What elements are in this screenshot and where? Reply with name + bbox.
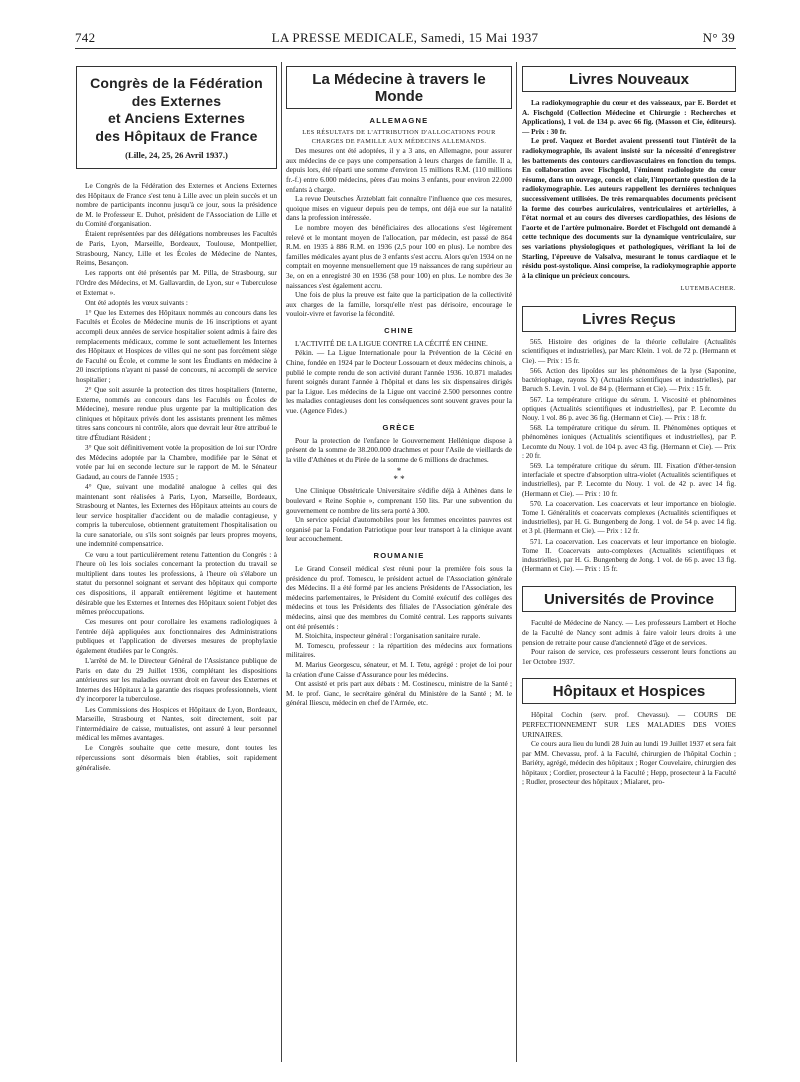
hopitaux-body	[522, 710, 736, 787]
congress-paragraph: Ont été adoptés les vœux suivants :	[85, 297, 188, 307]
livres-nouveaux-title-box	[522, 66, 736, 92]
congress-paragraph: Ce vœu a tout particulièrement retenu l'attention du Congrès : à l'heure où les lois sociales concernant la protection du travail se multiplient dans toutes les professions, à l'heure où s'élabore un statut du personnel soignant et servant des hôpitaux qui comporte ces dispositions, il apparaît entièrement légitime et hautement désirable que les Externes et Internes des Hôpitaux soient l'objet des mêmes préoccupations.	[76, 549, 277, 617]
congress-title-line-1: Congrès de la Fédération	[90, 75, 263, 91]
article-paragraph: M. Stoichita, inspecteur général : l'organisation sanitaire rurale.	[295, 631, 481, 641]
article-paragraph: La revue Deutsches Ärzteblatt fait connaître l'influence que ces mesures, quoique mises en vigueur depuis peu de temps, ont déjà eue sur la natalité dans la profession intéressée.	[286, 194, 512, 223]
header-rule	[75, 48, 736, 49]
hopitaux-title: Hôpitaux et Hospices	[552, 683, 706, 701]
congress-paragraph: Les rapports ont été présentés par M. Pilla, de Strasbourg, sur l'Ordre des Médecins, et M. Gallavardin, de Lyon, sur « Tuberculose et Externat ».	[76, 268, 277, 297]
article-paragraph: LES RÉSULTATS DE L'ATTRIBUTION D'ALLOCATIONS POUR CHARGES DE FAMILLE AUX MÉDECINS ALLEMANDS.	[302, 129, 496, 145]
congress-paragraph: 1° Que les Externes des Hôpitaux nommés au concours dans les Facultés et Écoles de Médecine munis de 16 inscriptions et ayant accompli deux années de service hospitalier soient admis à faire des remplacements médicaux, comme le sont actuellement les Internes des Hôpitaux et Hospices de villes qui ne sont pas forcément siège de Faculté ou École, et comme le sont les Étudiants en médecine à 20 inscriptions n'ayant ni passé de concours, ni accompli de service hospitalier ;	[76, 307, 277, 384]
congress-paragraph: Étaient représentées par des délégations nombreuses les Facultés de Paris, Lyon, Marseille, Bordeaux, Toulouse, Montpellier, Strasbourg, Nancy, Lille et les Écoles de Médecine de Nantes, Reims, Besançon.	[76, 229, 277, 268]
country-heading: ROUMANIE	[373, 550, 425, 560]
article-paragraph: Pékin. — La Ligue Internationale pour la Prévention de la Cécité en Chine, fondée en 1924 par le Docteur Lossouarn et deux médecins chinois, a publié le compte rendu de son activité durant l'année 1936. 10.871 malades furent soignés durant l'année à l'hôpital et dans les six dispensaires dirigés par la Ligue. Les médecins de la Ligue ont vacciné 2.500 personnes contre les maladies contagieuses dont les conséquences sont souvent graves pour la vue. (Agence Fides.)	[286, 348, 512, 416]
news-paragraph: Faculté de Médecine de Nancy. — Les professeurs Lambert et Hoche de la Faculté de Nancy sont admis à faire valoir leurs droits à une pension de retraite pour cause d'ancienneté d'âge et de services.	[522, 618, 736, 647]
book-entry: 567. La température critique du sérum. I. Viscosité et phénomènes optiques (Actualités scientifiques et industrielles), par P. Lecomte du Nouy. 1 vol. 86 p. avec 36 fig. (Hermann et Cie). — Prix : 18 fr.	[522, 395, 736, 422]
congress-paragraph: L'arrêté de M. le Directeur Général de l'Assistance publique de Paris en date du 29 Juillet 1936, complétant les dispositions antérieures sur les maladies ouvrant droit en faveur des Externes et Internes des Hôpitaux à la garantie des risques professionnels, vient d'y incorporer la tuberculose.	[76, 656, 277, 704]
article-paragraph: Des mesures ont été adoptées, il y a 3 ans, en Allemagne, pour assurer aux médecins de ce pays une compensation à leurs charges de famille. Il a, depuis lors, été réparti une somme d'environ 15 millions R.M. (110 millions fr.-f.) entre 6.000 médecins, pères d'au moins 3 enfants, pour environ 22.000 enfants à charge.	[286, 146, 512, 194]
article-paragraph: Une fois de plus la preuve est faite que la participation de la collectivité aux charges de la famille, lorsqu'elle n'est pas dérisoire, encourage le vouloir-vivre et favorise la fécondité.	[286, 290, 512, 319]
universites-title: Universités de Province	[543, 591, 715, 609]
article-paragraph: Le Grand Conseil médical s'est réuni pour la première fois sous la présidence du prof. Tomescu, le président actuel de l'Association générale des Médecins. Il a été formé par les anciens Présidents de l'Association, les médecins parlementaires, le Président du Comité exécutif des collèges des médecins et tous les Présidents des filiales de l'Association générale des médecins, ainsi que des membres du Comité central. Les rapports suivants ont été présentés :	[286, 563, 512, 631]
review-paragraph: La radiokymographie du cœur et des vaisseaux, par E. Bordet et A. Fischgold (Collection Médecine et Chirurgie : Recherches et Applications), 1 vol. de 134 p. avec 66 fig. (Masson et Cie, éditeurs). — Prix : 30 fr.	[522, 98, 736, 136]
livres-recus-list	[522, 338, 736, 574]
congress-title-line-4: des Hôpitaux de France	[95, 127, 258, 144]
column-books	[522, 62, 736, 1072]
review-signature: LUTEMBACHER.	[680, 285, 736, 293]
article-paragraph: Le nombre moyen des bénéficiaires des allocations s'est légèrement relevé et le montant moyen de l'allocation, par médecin, est passé de 864 R.M. en 1935 à 886 R.M. en 1936 (2,5 pour 100 en plus). Le nombre des familles médicales ayant plus de 3 enfants s'est accru. Alors qu'en 1934 on ne comptait en moyenne mensuellement que 19 naissances de rang supérieur au 3e, on en a enregistré 30 en 1936 (58 pour 100) en plus. Le nombre des 3e naissances s'est également accru.	[286, 222, 512, 290]
article-paragraph: Ont assisté et pris part aux débats : M. Costinescu, ministre de la Santé ; M. le prof. Ganc, le secrétaire général du Ministère de la Santé ; M. le général Iliescu, médecin en chef de l'Armée, etc.	[286, 679, 512, 708]
livres-recus-title-box	[522, 306, 736, 332]
article-paragraph: L'ACTIVITÉ DE LA LIGUE CONTRE LA CÉCITÉ EN CHINE.	[295, 338, 488, 348]
article-paragraph: Pour la protection de l'enfance le Gouvernement Hellénique dispose à présent de la somme de 38.200.000 drachmes et pour l'Asile de vieillards de la ville d'Athènes et du Pirée de la somme de 6 millions de drachmes.	[286, 435, 512, 464]
book-entry: 566. Action des lipoïdes sur les phénomènes de la lyse (Saponine, bactériophage, rayons X) (Actualités scientifiques et industrielles), par Baruch S. Levin. 1 vol. de 84 p. (Hermann et Cie). — Prix : 15 fr.	[522, 366, 736, 394]
news-paragraph: Ce cours aura lieu du lundi 28 Juin au lundi 19 Juillet 1937 et sera fait par MM. Chevassu, prof. à la Faculté, chirurgien de l'hôpital Cochin ; Bariéty, agrégé, médecin des hôpitaux ; Roger Couvelaire, chirurgien des hôpitaux ; Cordier, prosecteur à la Faculté ; Hepp, prosecteur à la Faculté ; Rudler, prosecteur des hôpitaux ; Mialaret, pro-	[522, 739, 736, 787]
book-entry: 565. Histoire des origines de la théorie cellulaire (Actualités scientifiques et industrielles), par Marc Klein. 1 vol. de 72 p. (Hermann et Cie). — Prix : 15 fr.	[522, 338, 736, 365]
hopitaux-title-box	[522, 678, 736, 704]
article-paragraph: Un service spécial d'automobiles pour les femmes enceintes pauvres est organisé par la Fondation Patriotique pour leur transport à la clinique avant leur accouchement.	[286, 515, 512, 544]
column-divider-2	[516, 62, 517, 1062]
congress-title-box	[76, 66, 277, 169]
issue-number: N° 39	[702, 30, 735, 45]
congress-paragraph: 4° Que, suivant une modalité analogue à celles qui des maintenant sont réalisées à Paris, Lyon, Marseille, Bordeaux, Strasbourg et Nantes, les Externes des Hôpitaux atteints au cours de leur service hospitalier d'accident ou de maladie contagieuse, y compris la tuberculose, obtiennent gratuitement l'hospitalisation ou la cure sanatoriale, ou s'ils sont soignés par leurs propres moyens, une indemnité compensatrice.	[76, 481, 277, 549]
medecine-monde-title: La Médecine à travers le Monde	[312, 71, 486, 105]
news-paragraph: Hôpital Cochin (serv. prof. Chevassu). — COURS DE PERFECTIONNEMENT SUR LES MALADIES DES VOIES URINAIRES.	[522, 710, 736, 739]
congress-title-line-2: des Externes	[131, 92, 222, 109]
page-number: 742	[75, 30, 96, 45]
medecine-monde-title-box	[286, 66, 512, 109]
book-entry: 569. La température critique du sérum. III. Fixation d'éther-tension interfaciale et spectre d'absorption ultra-violet (Actualités scientifiques et industrielles), par P. Lecomte du Nouy. 1 vol. de 42 p. avec 14 fig. (Hermann et Cie). — Prix : 10 fr.	[522, 461, 736, 498]
congress-paragraph: Les Commissions des Hospices et Hôpitaux de Lyon, Bordeaux, Marseille, Strasbourg et Nantes, soit directement, soit par l'intermédiaire de caisse, mutualistes, ont assuré à leur personnel médical les mêmes avantages.	[76, 704, 277, 743]
page-header	[75, 30, 735, 46]
section-separator: * * *	[393, 466, 405, 485]
livres-nouveaux-title: Livres Nouveaux	[568, 71, 690, 88]
country-heading: ALLEMAGNE	[369, 116, 429, 125]
country-heading: GRÈCE	[382, 422, 416, 432]
article-paragraph: M. Tomescu, professeur : la répartition des médecins aux formations militaires.	[286, 640, 512, 660]
congress-paragraph: 3° Que soit définitivement votée la proposition de loi sur l'Ordre des Médecins adoptée par la Chambre, modifiée par le Sénat et votée par lui en seconde lecture sur le rapport de M. le Sénateur Gadaud, au cours de l'année 1935 ;	[76, 443, 277, 481]
column-congress	[76, 62, 277, 1072]
universites-title-box	[522, 586, 736, 612]
country-heading: CHINE	[384, 325, 414, 335]
article-paragraph: M. Marius Georgescu, sénateur, et M. I. Tetu, agrégé : projet de loi pour la création d'une Caisse d'Assurance pour les médecins.	[286, 659, 512, 679]
article-paragraph: Une Clinique Obstétricale Universitaire s'édifie déjà à Athènes dans le boulevard « Reine Sophie », comprenant 150 lits. Par une subvention du gouvernement ce nombre de lits sera porté à 300.	[286, 486, 512, 515]
book-entry: 568. La température critique du sérum. II. Phénomènes optiques et phénomènes ioniques (Actualités scientifiques et industrielles), par P. Lecomte du Nouy. 1 vol. de 104 p. avec 43 fig. (Hermann et Cie). — Prix : 20 fr.	[522, 424, 736, 460]
medecine-monde-body	[286, 116, 512, 708]
congress-title-line-3: et Anciens Externes	[107, 110, 246, 126]
livres-recus-title: Livres Reçus	[582, 311, 676, 329]
column-divider-1	[281, 62, 282, 1062]
column-medecine-monde	[286, 62, 512, 1072]
congress-paragraph: Ces mesures ont pour corollaire les examens radiologiques à l'entrée déjà appliquées aux fonctionnaires des Administrations publiques et l'application de diverses mesures de prophylaxie également étudiées par le Congrès.	[76, 617, 277, 655]
congress-paragraph: 2° Que soit assurée la protection des titres hospitaliers (Interne, Externe, nommés au concours dans les Facultés ou Écoles de Médecine), mesure rendue plus urgente par la multiplication des cliniques et hôpitaux privés dont les assistants prennent les mêmes titres sans concours ni contrôle, alors que devrait leur être attribué le titre d'Étudiant Résident ;	[76, 384, 277, 442]
universites-body	[522, 618, 736, 666]
congress-subtitle: (Lille, 24, 25, 26 Avril 1937.)	[125, 150, 228, 160]
news-paragraph: Pour raison de service, ces professeurs cesseront leurs fonctions au 1er Octobre 1937.	[522, 647, 736, 666]
book-entry: 571. La coacervation. Les coacervats et leur importance en biologie. Tome II. Coacervats auto-complexes (Actualités scientifiques et industrielles), par H. G. Bungenberg de Jong. 1 vol. de 66 p. avec 13 fig. (Hermann et Cie). — Prix : 15 fr.	[522, 537, 736, 574]
congress-paragraph: Le Congrès souhaite que cette mesure, dont toutes les répercussions sont désormais bien établies, soit rapidement généralisée.	[76, 743, 277, 772]
congress-paragraph: Le Congrès de la Fédération des Externes et Anciens Externes des Hôpitaux de France s'est tenu à Lille avec un plein succès et un nombre de participants inconnu jusqu'à ce jour, sous la présidence de M. le Professeur E. Duhot, président de l'Association de Lille et du Comité d'organisation.	[76, 181, 277, 229]
livres-nouveaux-body	[522, 98, 736, 280]
publication-title: LA PRESSE MEDICALE, Samedi, 15 Mai 1937	[271, 30, 539, 45]
review-paragraph: Le prof. Vaquez et Bordet avaient pressenti tout l'intérêt de la radiokymographie, ils avaient insisté sur la nécessité d'enregistrer les battements des contours cardiovasculaires en fonction du temps. En collaboration avec Fischgold, l'éminent radiologiste du cœur résume, dans un ouvrage, concis et clair, l'importante question de la radiokymographie. Les auteurs rappellent les dernières techniques successivement utilisées. De très remarquables documents précisent la forme des courbes auriculaires, ventriculaires et artérielles, à l'état normal et au cours des diverses cardiopathies, des lésions de l'aorte et de l'artère pulmonaire. Bordet et Fischgold ont demandé à cette technique des documents sur la dynamique ventriculaire, sur ses variations physiologiques et pathologiques, vérifiant la loi de Starling, l'épreuve de Valsalva, mesurant le tonus cardiaque et le résidu post-systolique. Ainsi comprise, la radiokymographie apporte à la clinique un précieux concours.	[522, 136, 736, 280]
book-entry: 570. La coacervation. Les coacervats et leur importance en biologie. Tome I. Généralités et coacervats complexes (Actualités scientifiques et industrielles), par H. G. Bungenberg de Jong. 1 vol. de 54 p. avec 14 fig. et 3 pl. (Hermann et Cie). — Prix : 12 fr.	[522, 499, 736, 536]
congress-title	[81, 75, 272, 145]
congress-body	[76, 181, 277, 772]
